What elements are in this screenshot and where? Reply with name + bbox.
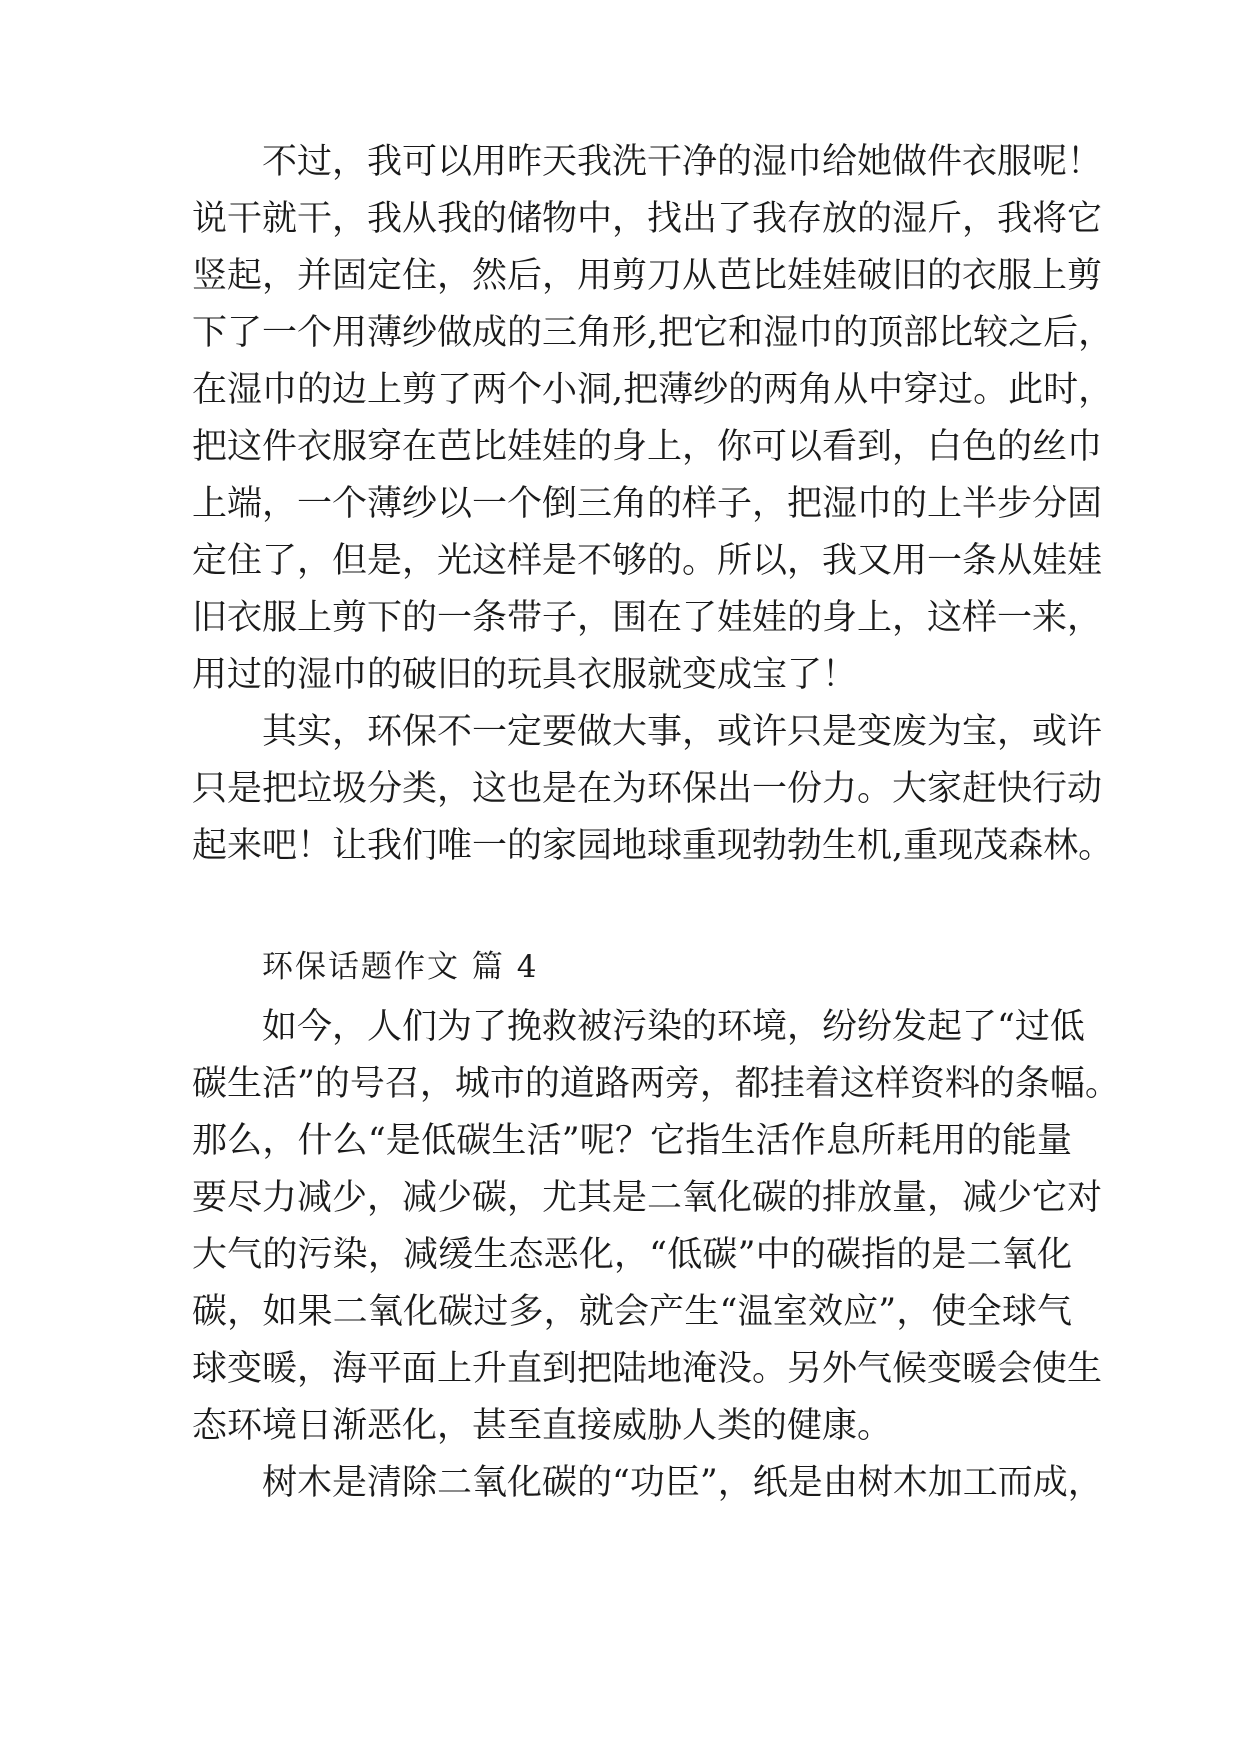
paragraph-2-line-3: 起来吧！让我们唯一的家园地球重现勃勃生机,重现茂森林。: [192, 826, 1114, 866]
paragraph-3-line-4: 要尽力减少，减少碳，尤其是二氧化碳的排放量，减少它对: [192, 1178, 1103, 1218]
paragraph-3-line-1: 如今，人们为了挽救被污染的环境，纷纷发起了“过低: [262, 1007, 1085, 1047]
paragraph-1-line-8: 定住了，但是，光这样是不够的。所以，我又用一条从娃娃: [192, 541, 1103, 581]
paragraph-1-line-1: 不过，我可以用昨天我洗干净的湿巾给她做件衣服呢！: [262, 142, 1103, 182]
paragraph-1-line-9: 旧衣服上剪下的一条带子，围在了娃娃的身上，这样一来，: [192, 598, 1103, 638]
paragraph-1-line-3: 竖起，并固定住，然后，用剪刀从芭比娃娃破旧的衣服上剪: [192, 256, 1103, 296]
paragraph-3-line-8: 态环境日渐恶化，甚至直接威胁人类的健康。: [192, 1406, 893, 1446]
section-heading: 环保话题作文 篇 4: [262, 949, 539, 985]
paragraph-3-line-3: 那么，什么“是低碳生活”呢？它指生活作息所耗用的能量: [192, 1121, 1072, 1161]
paragraph-4-line-1: 树木是清除二氧化碳的“功臣”，纸是由树木加工而成，: [262, 1463, 1103, 1503]
paragraph-3-line-7: 球变暖，海平面上升直到把陆地淹没。另外气候变暖会使生: [192, 1349, 1103, 1389]
paragraph-3-line-2: 碳生活”的号召，城市的道路两旁，都挂着这样资料的条幅。: [192, 1064, 1120, 1104]
paragraph-1-line-10: 用过的湿巾的破旧的玩具衣服就变成宝了！: [192, 655, 858, 695]
paragraph-3-line-6: 碳，如果二氧化碳过多，就会产生“温室效应”，使全球气: [192, 1292, 1072, 1332]
paragraph-1-line-7: 上端，一个薄纱以一个倒三角的样子，把湿巾的上半步分固: [192, 484, 1103, 524]
paragraph-1-line-2: 说干就干，我从我的储物中，找出了我存放的湿斤，我将它: [192, 199, 1103, 239]
paragraph-1-line-6: 把这件衣服穿在芭比娃娃的身上，你可以看到，白色的丝巾: [192, 427, 1103, 467]
paragraph-2-line-2: 只是把垃圾分类，这也是在为环保出一份力。大家赶快行动: [192, 769, 1103, 809]
paragraph-1-line-5: 在湿巾的边上剪了两个小洞,把薄纱的两角从中穿过。此时，: [192, 370, 1114, 410]
paragraph-3-line-5: 大气的污染，减缓生态恶化，“低碳”中的碳指的是二氧化: [192, 1235, 1072, 1275]
paragraph-1-line-4: 下了一个用薄纱做成的三角形,把它和湿巾的顶部比较之后，: [192, 313, 1114, 353]
paragraph-2-line-1: 其实，环保不一定要做大事，或许只是变废为宝，或许: [262, 712, 1103, 752]
